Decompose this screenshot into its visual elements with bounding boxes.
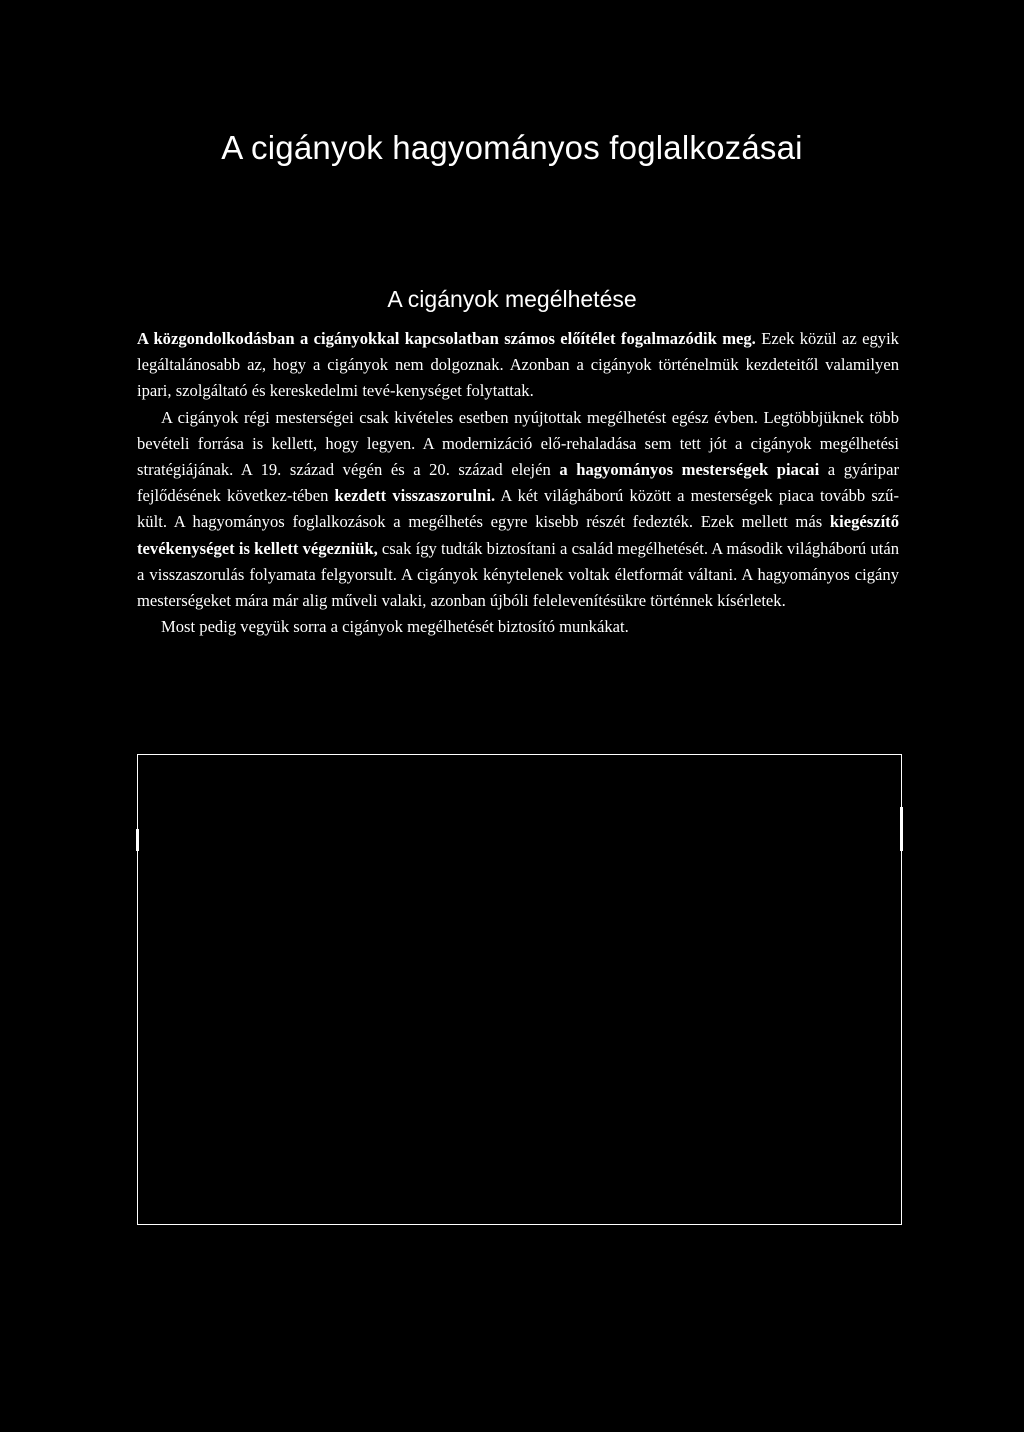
paragraph-history	[137, 405, 899, 615]
bold-phrase: kezdett visszaszorulni.	[334, 486, 496, 506]
bold-phrase: kiegészítő tevékenységet is kellett végezniük,	[137, 512, 899, 558]
bold-phrase: a hagyományos mesterségek piacai	[559, 460, 820, 480]
image-frame	[137, 754, 902, 1225]
paragraph-text: csak így tudták biztosítani a család megélhetését. A második világháború után a visszaszorulás folyamata felgyorsult. A cigányok kénytelenek voltak életformát váltani. A hagyományos cigány mesterségeket mára már alig műveli valaki, azonban újbóli felelevenítésükre történnek kísérletek.	[137, 538, 899, 611]
body-text	[137, 326, 899, 640]
bold-phrase: A közgondolkodásban a cigányokkal kapcsolatban számos előítélet fogalmazódik meg.	[137, 329, 756, 348]
paragraph-text: A két világháború között a mesterségek piaca tovább szű-kült. A hagyományos foglalkozások a megélhetés egyre kisebb részét fedezték. Ezek mellett más	[137, 486, 899, 532]
paragraph-text: a gyáripar fejlődésének következ-tében	[137, 460, 899, 506]
frame-edge-mark	[900, 807, 903, 851]
paragraph-text: Ezek közül az egyik legáltalánosabb az, hogy a cigányok nem dolgoznak. Azonban a cigányok történelmük kezdeteitől valamilyen ipari, szolgáltató és kereskedelmi tevé-kenységet folytattak.	[137, 329, 899, 401]
paragraph-intro	[137, 326, 899, 405]
paragraph-closing	[137, 614, 899, 640]
frame-edge-mark	[136, 829, 139, 851]
paragraph-text: Most pedig vegyük sorra a cigányok megélhetését biztosító munkákat.	[161, 617, 629, 637]
paragraph-text: A cigányok régi mesterségei csak kivételes esetben nyújtottak megélhetést egész évben. Legtöbbjüknek több bevételi forrása is kellett, hogy legyen. A modernizáció elő-rehaladása sem tett jót a cigányok megélhetési stratégiájának. A 19. század végén és a 20. század elején	[137, 407, 899, 480]
page-title: A cigányok hagyományos foglalkozásai	[221, 129, 803, 166]
section-title: A cigányok megélhetése	[387, 286, 637, 312]
